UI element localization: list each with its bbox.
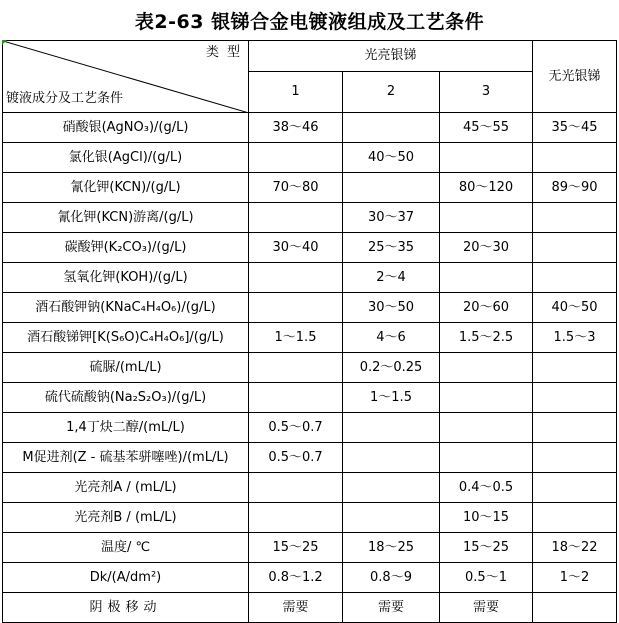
value-cell: 25～35 xyxy=(343,233,440,263)
value-cell: 89～90 xyxy=(533,173,617,203)
value-cell: 45～55 xyxy=(440,113,533,143)
value-cell: 1～1.5 xyxy=(249,323,343,353)
value-cell xyxy=(533,383,617,413)
table-row xyxy=(3,563,617,593)
table-row xyxy=(3,473,617,503)
value-cell xyxy=(343,503,440,533)
value-cell: 1.5～3 xyxy=(533,323,617,353)
value-cell xyxy=(343,443,440,473)
row-label-cell: 阴极移动 xyxy=(3,593,249,623)
value-cell: 1.5～2.5 xyxy=(440,323,533,353)
column-header-2: 2 xyxy=(343,72,440,113)
value-cell xyxy=(343,413,440,443)
value-cell: 80～120 xyxy=(440,173,533,203)
value-cell xyxy=(533,203,617,233)
value-cell: 30～40 xyxy=(249,233,343,263)
table-row xyxy=(3,593,617,623)
value-cell: 需要 xyxy=(249,593,343,623)
corner-mark-icon xyxy=(2,40,7,45)
value-cell xyxy=(533,233,617,263)
table-row xyxy=(3,263,617,293)
row-label-cell: 氰化钾(KCN)游离/(g/L) xyxy=(3,203,249,233)
value-cell: 18～25 xyxy=(343,533,440,563)
value-cell xyxy=(343,113,440,143)
column-header-3: 3 xyxy=(440,72,533,113)
value-cell xyxy=(533,353,617,383)
header-row-1 xyxy=(3,41,617,72)
type-label: 类 型 xyxy=(205,45,242,60)
value-cell: 1～2 xyxy=(533,563,617,593)
value-cell xyxy=(440,263,533,293)
plating-table xyxy=(2,40,617,623)
table-row xyxy=(3,503,617,533)
value-cell: 40～50 xyxy=(533,293,617,323)
column-header-1: 1 xyxy=(249,72,343,113)
value-cell xyxy=(533,443,617,473)
table-title: 表2-63 银锑合金电镀液组成及工艺条件 xyxy=(134,10,485,33)
row-label-cell: 碳酸钾(K₂CO₃)/(g/L) xyxy=(3,233,249,263)
value-cell: 0.5～0.7 xyxy=(249,413,343,443)
row-label-cell: M促进剂(Z - 硫基苯骈噻唑)/(mL/L) xyxy=(3,443,249,473)
row-label-cell: 氯化银(AgCl)/(g/L) xyxy=(3,143,249,173)
value-cell: 35～45 xyxy=(533,113,617,143)
value-cell: 2～4 xyxy=(343,263,440,293)
value-cell xyxy=(533,143,617,173)
table-row xyxy=(3,383,617,413)
table-row xyxy=(3,113,617,143)
value-cell: 0.5～0.7 xyxy=(249,443,343,473)
value-cell xyxy=(440,383,533,413)
value-cell xyxy=(440,203,533,233)
row-label-cell: 氢氧化钾(KOH)/(g/L) xyxy=(3,263,249,293)
value-cell xyxy=(440,353,533,383)
value-cell: 70～80 xyxy=(249,173,343,203)
value-cell: 15～25 xyxy=(440,533,533,563)
table-row xyxy=(3,143,617,173)
table-row xyxy=(3,293,617,323)
value-cell: 10～15 xyxy=(440,503,533,533)
row-label: 镀液成分及工艺条件 xyxy=(6,91,124,106)
value-cell: 0.8～1.2 xyxy=(249,563,343,593)
value-cell xyxy=(440,413,533,443)
value-cell xyxy=(249,383,343,413)
value-cell: 30～37 xyxy=(343,203,440,233)
row-label-cell: 氰化钾(KCN)/(g/L) xyxy=(3,173,249,203)
value-cell: 0.8～9 xyxy=(343,563,440,593)
value-cell: 30～50 xyxy=(343,293,440,323)
row-label-cell: 硫脲/(mL/L) xyxy=(3,353,249,383)
value-cell xyxy=(533,263,617,293)
value-cell xyxy=(440,443,533,473)
value-cell: 0.5～1 xyxy=(440,563,533,593)
value-cell: 20～60 xyxy=(440,293,533,323)
value-cell xyxy=(249,503,343,533)
table-row xyxy=(3,173,617,203)
row-label-cell: 温度/ ℃ xyxy=(3,533,249,563)
group-header-bright: 光亮银锑 xyxy=(249,41,533,72)
table-row xyxy=(3,323,617,353)
table-row xyxy=(3,533,617,563)
table-row xyxy=(3,443,617,473)
value-cell: 20～30 xyxy=(440,233,533,263)
value-cell xyxy=(343,473,440,503)
value-cell: 38～46 xyxy=(249,113,343,143)
value-cell: 需要 xyxy=(440,593,533,623)
value-cell: 需要 xyxy=(343,593,440,623)
row-label-cell: 酒石酸钾钠(KNaC₄H₄O₆)/(g/L) xyxy=(3,293,249,323)
value-cell xyxy=(249,473,343,503)
value-cell xyxy=(249,293,343,323)
table-row xyxy=(3,233,617,263)
value-cell xyxy=(249,263,343,293)
value-cell xyxy=(249,143,343,173)
row-label-cell: 光亮剂A / (mL/L) xyxy=(3,473,249,503)
value-cell: 1～1.5 xyxy=(343,383,440,413)
table-row xyxy=(3,413,617,443)
value-cell: 4～6 xyxy=(343,323,440,353)
value-cell: 15～25 xyxy=(249,533,343,563)
value-cell: 0.4～0.5 xyxy=(440,473,533,503)
row-label-cell: 1,4丁炔二醇/(mL/L) xyxy=(3,413,249,443)
value-cell xyxy=(249,353,343,383)
value-cell xyxy=(533,503,617,533)
value-cell xyxy=(533,413,617,443)
diagonal-header-cell xyxy=(3,41,249,113)
value-cell xyxy=(343,173,440,203)
row-label-cell: Dk/(A/dm²) xyxy=(3,563,249,593)
group-header-matte: 无光银锑 xyxy=(533,41,617,113)
row-label-cell: 硝酸银(AgNO₃)/(g/L) xyxy=(3,113,249,143)
value-cell xyxy=(533,593,617,623)
row-label-cell: 光亮剂B / (mL/L) xyxy=(3,503,249,533)
value-cell: 40～50 xyxy=(343,143,440,173)
value-cell xyxy=(249,203,343,233)
table-row xyxy=(3,203,617,233)
value-cell: 18～22 xyxy=(533,533,617,563)
value-cell: 0.2～0.25 xyxy=(343,353,440,383)
value-cell xyxy=(440,143,533,173)
value-cell xyxy=(533,473,617,503)
row-label-cell: 酒石酸锑钾[K(S₆O)C₄H₄O₆]/(g/L) xyxy=(3,323,249,353)
table-row xyxy=(3,353,617,383)
row-label-cell: 硫代硫酸钠(Na₂S₂O₃)/(g/L) xyxy=(3,383,249,413)
